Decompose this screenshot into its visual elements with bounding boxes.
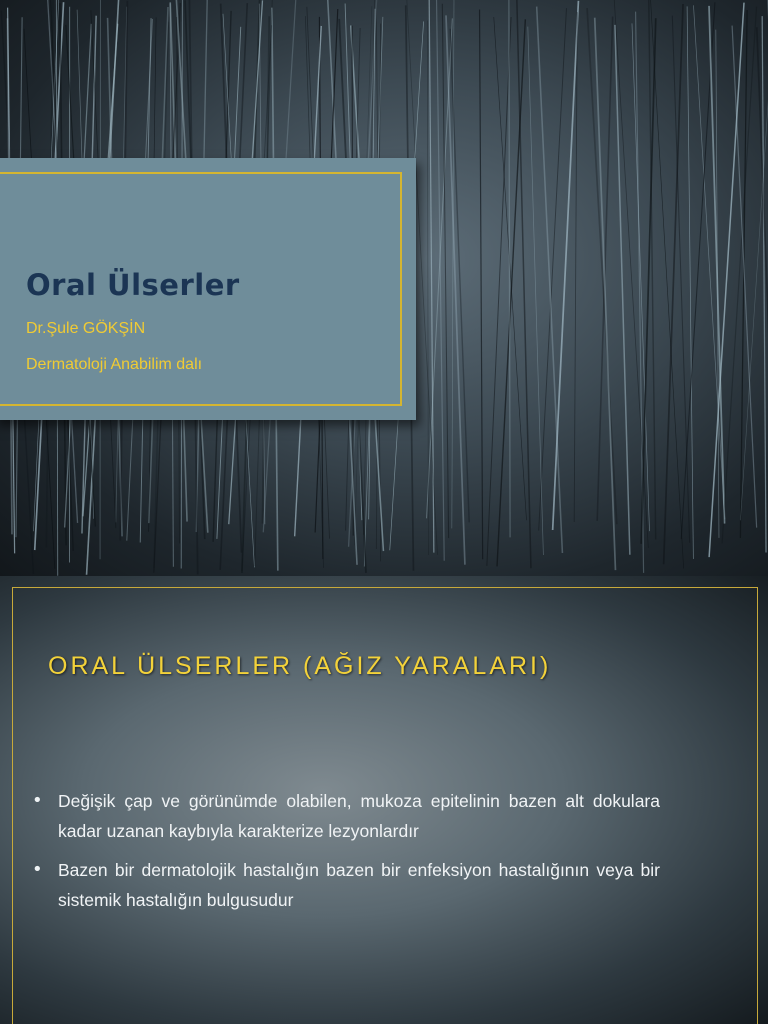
list-item (32, 786, 660, 846)
content-heading: ORAL ÜLSERLER (AĞIZ YARALARI) (48, 652, 552, 680)
bullet-list (32, 786, 660, 924)
bullet-icon: • (32, 859, 43, 880)
author-name: Dr.Şule GÖKŞİN (26, 320, 146, 337)
slide-title: Oral Ülserler (26, 268, 240, 302)
content-slide (0, 576, 768, 1024)
bullet-text: Değişik çap ve görünümde olabilen, mukoza epitelinin bazen alt dokulara kadar uzanan kaybıyla karakterize lezyonlardır (58, 791, 660, 841)
list-item (32, 855, 660, 915)
department-name: Dermatoloji Anabilim dalı (26, 356, 203, 373)
bullet-icon: • (32, 790, 43, 811)
bullet-text: Bazen bir dermatolojik hastalığın bazen bir enfeksiyon hastalığının veya bir sistemik hastalığın bulgusudur (58, 860, 660, 910)
title-box (0, 158, 416, 420)
